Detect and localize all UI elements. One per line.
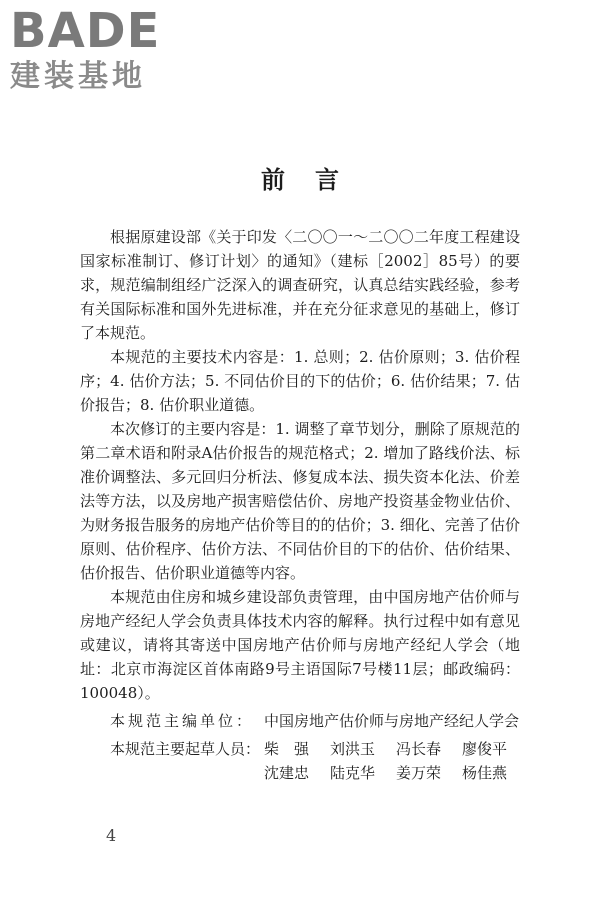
page-number: 4 — [106, 826, 117, 845]
chief-unit-row — [80, 709, 520, 733]
logo-wordmark: BADE — [10, 3, 161, 59]
chief-unit-value: 中国房地产估价师与房地产经纪人学会 — [264, 712, 520, 730]
drafters-list — [264, 737, 526, 785]
drafter-name: 冯长春 — [396, 740, 442, 758]
chief-unit-label: 本规范主编单位： — [110, 712, 255, 730]
paragraph-main-content: 本规范的主要技术内容是：1. 总则；2. 估价原则；3. 估价程序；4. 估价方法；5. 不同估价目的下的估价；6. 估价结果；7. 估价报告；8. 估价职业道德。 — [80, 348, 520, 414]
drafter-name: 陆克华 — [330, 764, 376, 782]
drafter-name: 姜万荣 — [396, 764, 442, 782]
paragraph-revision-changes: 本次修订的主要内容是：1. 调整了章节划分，删除了原规范的第二章术语和附录A估价报告的规范格式；2. 增加了路线价法、标准价调整法、多元回归分析法、修复成本法、损失资本化法、价差法等方法，以及房地产损害赔偿估价、房地产投资基金物业估价、为财务报告服务的房地产估价等目的的估价；3. 细化、完善了估价原则、估价程序、估价方法、不同估价目的下的估价、估价结果、估价报告、估价职业道德等内容。 — [80, 420, 520, 582]
drafter-name: 廖俊平 — [462, 740, 508, 758]
logo-subtitle: 建装基地 — [10, 59, 146, 94]
drafter-name: 杨佳燕 — [462, 764, 508, 782]
drafters-row — [80, 737, 520, 785]
drafters-label: 本规范主要起草人员： — [110, 740, 261, 758]
bade-logo — [10, 3, 180, 94]
page-title: 前言 — [261, 165, 369, 194]
drafter-name: 沈建忠 — [264, 764, 310, 782]
paragraph-revision-basis: 根据原建设部《关于印发〈二〇〇一～二〇〇二年度工程建设国家标准制订、修订计划〉的通知》（建标［2002］85号）的要求，规范编制组经广泛深入的调查研究，认真总结实践经验，参考有关国际标准和国外先进标准，并在充分征求意见的基础上，修订了本规范。 — [80, 228, 520, 342]
paragraph-management: 本规范由住房和城乡建设部负责管理，由中国房地产估价师与房地产经纪人学会负责具体技术内容的解释。执行过程中如有意见或建议，请将其寄送中国房地产估价师与房地产经纪人学会（地址：北京市海淀区首体南路9号主语国际7号楼11层；邮政编码：100048）。 — [80, 588, 520, 702]
drafter-name: 刘洪玉 — [330, 740, 376, 758]
preface-body — [80, 225, 520, 785]
drafter-name: 柴 强 — [264, 740, 310, 758]
